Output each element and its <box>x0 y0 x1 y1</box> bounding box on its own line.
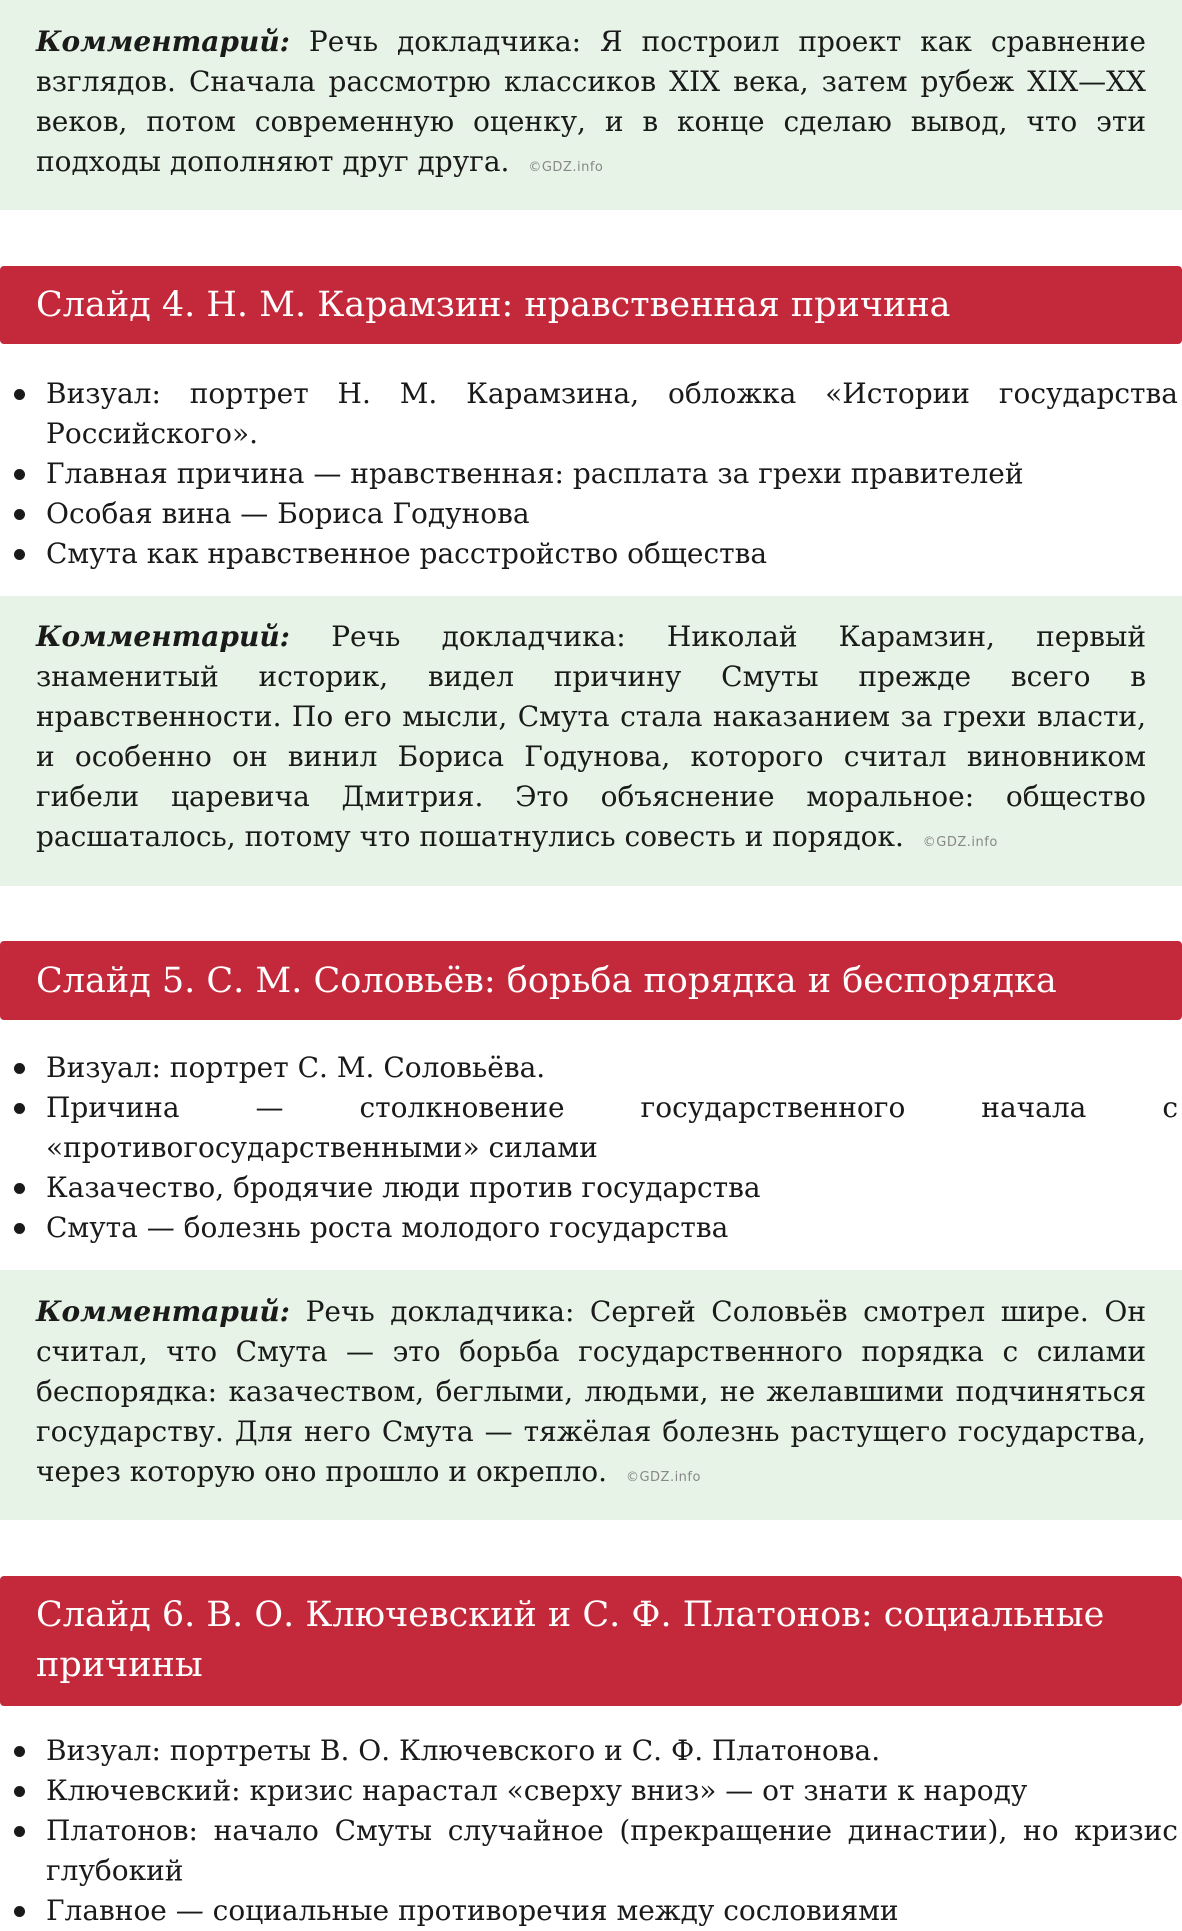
bullet-dot-icon <box>14 1183 25 1194</box>
slide-4-title: Слайд 4. Н. М. Карамзин: нравственная причина <box>36 285 951 325</box>
bullet-dot-icon <box>14 1786 25 1797</box>
bullet-dot-icon <box>14 549 25 560</box>
slide-4-header <box>0 266 1182 344</box>
list-item: Главная причина — нравственная: расплата за грехи правителей <box>0 454 1182 494</box>
list-item: Визуал: портрет Н. М. Карамзина, обложка «Истории государства Российского». <box>0 374 1182 454</box>
list-item: Казачество, бродячие люди против государства <box>0 1168 1182 1208</box>
bullet-dot-icon <box>14 1906 25 1917</box>
bullet-dot-icon <box>14 389 25 400</box>
slide-6-bullets <box>0 1731 1182 1931</box>
list-item: Главное — социальные противоречия между сословиями <box>0 1891 1182 1931</box>
comment-text: Речь докладчика: Сергей Соловьёв смотрел шире. Он считал, что Смута — это борьба государственного порядка с силами беспорядка: казачеством, беглыми, людьми, не желавшими подчиняться государству. Для него Смута — тяжёлая болезнь растущего государства, через которую оно прошло и окрепло. <box>36 1295 1146 1488</box>
slide-5-bullets <box>0 1048 1182 1248</box>
slide-4-comment-block <box>0 596 1182 886</box>
slide-5-comment-block <box>0 1270 1182 1520</box>
comment-lead: Комментарий: <box>36 25 291 58</box>
list-item: Смута — болезнь роста молодого государства <box>0 1208 1182 1248</box>
slide-6-title: Слайд 6. В. О. Ключевский и С. Ф. Платонов: социальные причины <box>36 1595 1105 1685</box>
bullet-dot-icon <box>14 1826 25 1837</box>
watermark-mark: ©GDZ.info <box>625 1470 701 1485</box>
list-item: Смута как нравственное расстройство общества <box>0 534 1182 574</box>
bullet-dot-icon <box>14 469 25 480</box>
comment-lead: Комментарий: <box>36 620 291 653</box>
slide-4-bullets <box>0 374 1182 574</box>
comment-block-top <box>0 0 1182 210</box>
list-item: Ключевский: кризис нарастал «сверху вниз» — от знати к народу <box>0 1771 1182 1811</box>
slide-5-title: Слайд 5. С. М. Соловьёв: борьба порядка и беспорядка <box>36 961 1057 1001</box>
comment-text: Речь докладчика: Я построил проект как сравнение взглядов. Сначала рассмотрю классиков XIX века, затем рубеж XIX—XX веков, потом современную оценку, и в конце сделаю вывод, что эти подходы дополняют друг друга. <box>36 25 1147 178</box>
slide-6-header <box>0 1576 1182 1706</box>
list-item: Визуал: портреты В. О. Ключевского и С. Ф. Платонова. <box>0 1731 1182 1771</box>
bullet-dot-icon <box>14 1103 25 1114</box>
comment-lead: Комментарий: <box>36 1295 291 1328</box>
slide-5-header <box>0 941 1182 1020</box>
bullet-dot-icon <box>14 1746 25 1757</box>
list-item: Причина — столкновение государственного начала с «противогосударственными» силами <box>0 1088 1182 1168</box>
bullet-dot-icon <box>14 1223 25 1234</box>
comment-text: Речь докладчика: Николай Карамзин, первый знаменитый историк, видел причину Смуты прежде всего в нравственности. По его мысли, Смута стала наказанием за грехи власти, и особенно он винил Бориса Годунова, которого считал виновником гибели царевича Дмитрия. Это объяснение моральное: общество расшаталось, потому что пошатнулись совесть и порядок. <box>36 620 1146 853</box>
list-item: Особая вина — Бориса Годунова <box>0 494 1182 534</box>
watermark-mark: ©GDZ.info <box>528 160 604 175</box>
bullet-dot-icon <box>14 509 25 520</box>
list-item: Визуал: портрет С. М. Соловьёва. <box>0 1048 1182 1088</box>
bullet-dot-icon <box>14 1063 25 1074</box>
watermark-mark: ©GDZ.info <box>922 835 998 850</box>
list-item: Платонов: начало Смуты случайное (прекращение династии), но кризис глубокий <box>0 1811 1182 1891</box>
